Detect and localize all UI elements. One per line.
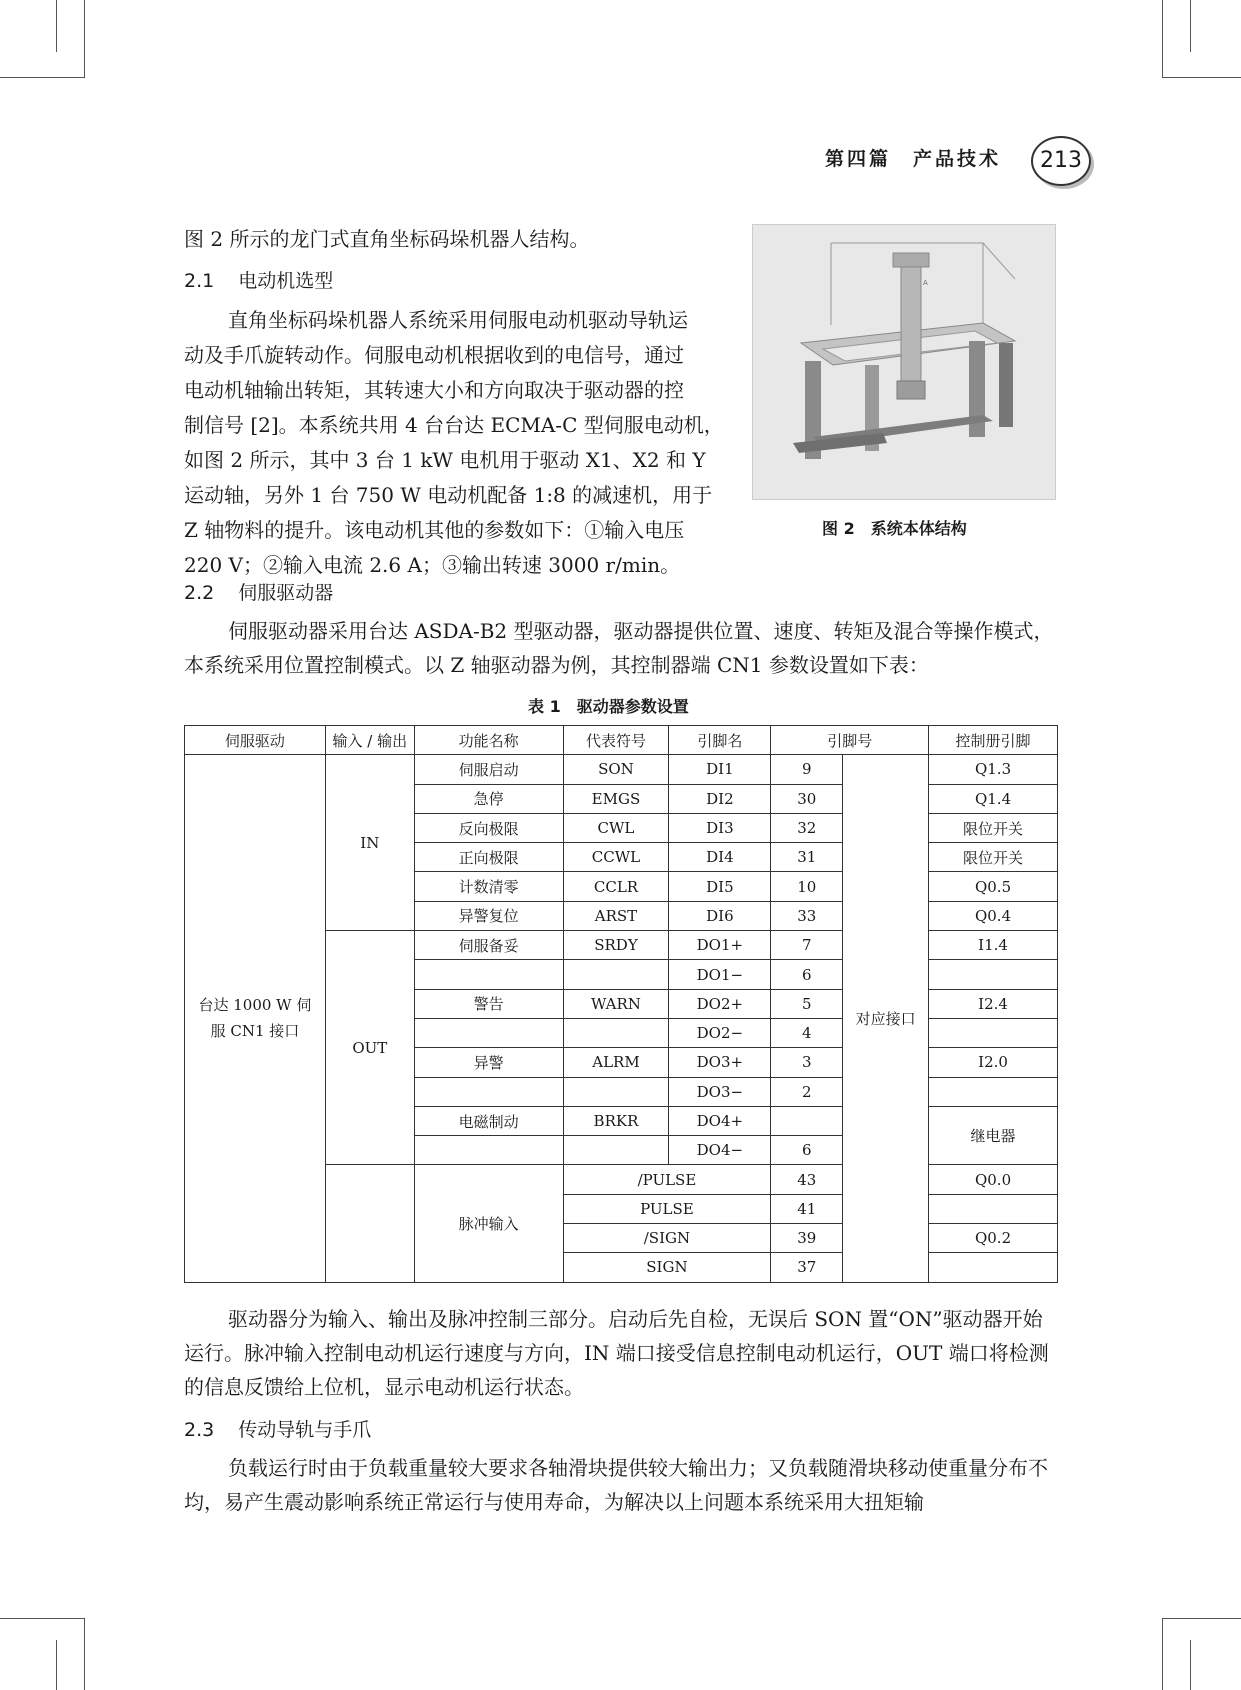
- crop-mark: [84, 0, 85, 78]
- table-cell: 伺服启动: [414, 755, 563, 784]
- crop-mark: [56, 1640, 57, 1690]
- table-cell: [929, 1077, 1058, 1106]
- table-cell: 异警复位: [414, 901, 563, 930]
- driver-parameter-table: [184, 725, 1058, 1283]
- table-cell: DI6: [669, 901, 771, 930]
- section-heading-2-1: [184, 266, 333, 293]
- crop-mark: [84, 1618, 85, 1690]
- table-cell: 正向极限: [414, 843, 563, 872]
- crop-mark: [56, 0, 57, 52]
- table-cell: DO3−: [669, 1077, 771, 1106]
- table-cell: 3: [771, 1048, 843, 1077]
- svg-text:A: A: [923, 279, 928, 287]
- table-cell: 限位开关: [929, 813, 1058, 842]
- table-cell: 10: [771, 872, 843, 901]
- servo-group-cell: 台达 1000 W 伺服 CN1 接口: [185, 755, 326, 1282]
- table-cell: DO4−: [669, 1136, 771, 1165]
- column-header: 控制册引脚: [929, 726, 1058, 755]
- io-cell: OUT: [325, 931, 414, 1165]
- table-cell: 39: [771, 1224, 843, 1253]
- section-number: 2.3: [184, 1419, 215, 1441]
- table-header-row: [185, 726, 1058, 755]
- table-cell: DI5: [669, 872, 771, 901]
- table-cell: I1.4: [929, 931, 1058, 960]
- page-number: 213: [1031, 136, 1091, 186]
- table-cell: SRDY: [563, 931, 669, 960]
- table-cell: 急停: [414, 784, 563, 813]
- table-row: [185, 755, 1058, 784]
- table-cell: 异警: [414, 1048, 563, 1077]
- table-cell: DI4: [669, 843, 771, 872]
- table-cell: 43: [771, 1165, 843, 1194]
- table-cell: 32: [771, 813, 843, 842]
- table-cell: 41: [771, 1194, 843, 1223]
- table-cell: Q1.3: [929, 755, 1058, 784]
- table-cell: 7: [771, 931, 843, 960]
- table-cell: SIGN: [563, 1253, 771, 1282]
- relay-cell: 继电器: [929, 1106, 1058, 1165]
- table-cell: Q0.4: [929, 901, 1058, 930]
- crop-mark: [1162, 1618, 1163, 1690]
- table-cell: [414, 1018, 563, 1047]
- section-2-2-body: 伺服驱动器采用台达 ASDA-B2 型驱动器，驱动器提供位置、速度、转矩及混合等操作模式，本系统采用位置控制模式。以 Z 轴驱动器为例，其控制器端 CN1 参数设置如下表：: [184, 619, 1054, 677]
- column-header: 伺服驱动: [185, 726, 326, 755]
- section-title: 传动导轨与手爪: [238, 1419, 372, 1441]
- table-cell: [563, 1018, 669, 1047]
- column-header: 引脚名: [669, 726, 771, 755]
- table-cell: CCWL: [563, 843, 669, 872]
- table-cell: 2: [771, 1077, 843, 1106]
- table-cell: [929, 1018, 1058, 1047]
- table-caption: 表 1 驱动器参数设置: [528, 697, 689, 716]
- text-line: 220 V；②输入电流 2.6 A；③输出转速 3000 r/min。: [184, 553, 681, 577]
- table-cell: [771, 1106, 843, 1135]
- text-line: 动及手爪旋转动作。伺服电动机根据收到的电信号，通过: [184, 343, 684, 367]
- table-cell: 伺服备妥: [414, 931, 563, 960]
- table-cell: EMGS: [563, 784, 669, 813]
- table-cell: DO1−: [669, 960, 771, 989]
- crop-mark: [1162, 0, 1163, 78]
- table-cell: /SIGN: [563, 1224, 771, 1253]
- table-cell: [929, 1194, 1058, 1223]
- crop-mark: [1162, 1618, 1241, 1619]
- text-line: 运动轴，另外 1 台 750 W 电动机配备 1:8 的减速机，用于: [184, 483, 713, 507]
- crop-mark: [0, 77, 84, 78]
- table-cell: PULSE: [563, 1194, 771, 1223]
- text-line: 如图 2 所示，其中 3 台 1 kW 电机用于驱动 X1、X2 和 Y: [184, 448, 706, 472]
- figure-caption: 图 2 系统本体结构: [822, 519, 967, 538]
- running-header: 第四篇 产品技术: [824, 148, 1001, 170]
- section-2-3-body: 负载运行时由于负载重量较大要求各轴滑块提供较大输出力；又负载随滑块移动使重量分布不均，易产生震动影响系统正常运行与使用寿命，为解决以上问题本系统采用大扭矩输: [184, 1456, 1048, 1514]
- table-cell: [929, 1253, 1058, 1282]
- table-cell: 反向极限: [414, 813, 563, 842]
- table-cell: Q1.4: [929, 784, 1058, 813]
- column-header: 功能名称: [414, 726, 563, 755]
- column-header: 引脚号: [771, 726, 929, 755]
- table-cell: SON: [563, 755, 669, 784]
- section-number: 2.1: [184, 270, 215, 292]
- table-cell: 警告: [414, 989, 563, 1018]
- table-cell: 9: [771, 755, 843, 784]
- table-cell: 33: [771, 901, 843, 930]
- text-line: 制信号 [2]。本系统共用 4 台台达 ECMA-C 型伺服电动机，: [184, 413, 724, 437]
- table-cell: 电磁制动: [414, 1106, 563, 1135]
- table-cell: 限位开关: [929, 843, 1058, 872]
- table-cell: BRKR: [563, 1106, 669, 1135]
- table-cell: [563, 960, 669, 989]
- table-cell: [929, 960, 1058, 989]
- table-cell: DO2−: [669, 1018, 771, 1047]
- table-cell: /PULSE: [563, 1165, 771, 1194]
- table-cell: 4: [771, 1018, 843, 1047]
- intro-line: 图 2 所示的龙门式直角坐标码垛机器人结构。: [184, 227, 590, 251]
- column-header: 代表符号: [563, 726, 669, 755]
- table-cell: DO4+: [669, 1106, 771, 1135]
- table-cell: Q0.2: [929, 1224, 1058, 1253]
- crop-mark: [1190, 1640, 1191, 1690]
- crop-mark: [1190, 0, 1191, 52]
- section-heading-2-2: [184, 578, 333, 605]
- table-cell: 计数清零: [414, 872, 563, 901]
- table-cell: DI2: [669, 784, 771, 813]
- table-cell: 6: [771, 1136, 843, 1165]
- robot-structure-figure: [752, 224, 1056, 500]
- crop-mark: [1162, 77, 1241, 78]
- table-cell: Q0.0: [929, 1165, 1058, 1194]
- table-cell: 37: [771, 1253, 843, 1282]
- section-title: 伺服驱动器: [238, 582, 334, 604]
- table-cell: [414, 1077, 563, 1106]
- table-cell: I2.4: [929, 989, 1058, 1018]
- section-title: 电动机选型: [238, 270, 334, 292]
- crop-mark: [0, 1618, 84, 1619]
- table-cell: DO3+: [669, 1048, 771, 1077]
- table-cell: Q0.5: [929, 872, 1058, 901]
- robot-frame-illustration: [753, 225, 1055, 499]
- table-cell: ARST: [563, 901, 669, 930]
- table-cell: DO2+: [669, 989, 771, 1018]
- table-cell: ALRM: [563, 1048, 669, 1077]
- table-cell: WARN: [563, 989, 669, 1018]
- table-cell: 31: [771, 843, 843, 872]
- section-heading-2-3: [184, 1415, 371, 1442]
- text-line: 电动机轴输出转矩，其转速大小和方向取决于驱动器的控: [184, 378, 684, 402]
- table-cell: 5: [771, 989, 843, 1018]
- table-cell: 30: [771, 784, 843, 813]
- section-number: 2.2: [184, 582, 215, 604]
- table-cell: DO1+: [669, 931, 771, 960]
- column-header: 输入 / 输出: [325, 726, 414, 755]
- after-table-paragraph: 驱动器分为输入、输出及脉冲控制三部分。启动后先自检，无误后 SON 置“ON”驱动器开始运行。脉冲输入控制电动机运行速度与方向，IN 端口接受信息控制电动机运行，OUT 端口将检测的信息反馈给上位机，显示电动机运行状态。: [184, 1307, 1049, 1399]
- table-cell: DI3: [669, 813, 771, 842]
- text-line: Z 轴物料的提升。该电动机其他的参数如下：①输入电压: [184, 518, 685, 542]
- pulse-function-cell: 脉冲输入: [414, 1165, 563, 1282]
- table-cell: DI1: [669, 755, 771, 784]
- table-cell: [563, 1136, 669, 1165]
- io-cell: IN: [325, 755, 414, 931]
- table-cell: [414, 1136, 563, 1165]
- table-cell: [414, 960, 563, 989]
- table-cell: 6: [771, 960, 843, 989]
- table-cell: CCLR: [563, 872, 669, 901]
- io-cell: [325, 1165, 414, 1282]
- table-cell: I2.0: [929, 1048, 1058, 1077]
- table-cell: CWL: [563, 813, 669, 842]
- pin-group-cell: 对应接口: [843, 755, 929, 1282]
- text-line: 直角坐标码垛机器人系统采用伺服电动机驱动导轨运: [228, 308, 688, 332]
- table-cell: [563, 1077, 669, 1106]
